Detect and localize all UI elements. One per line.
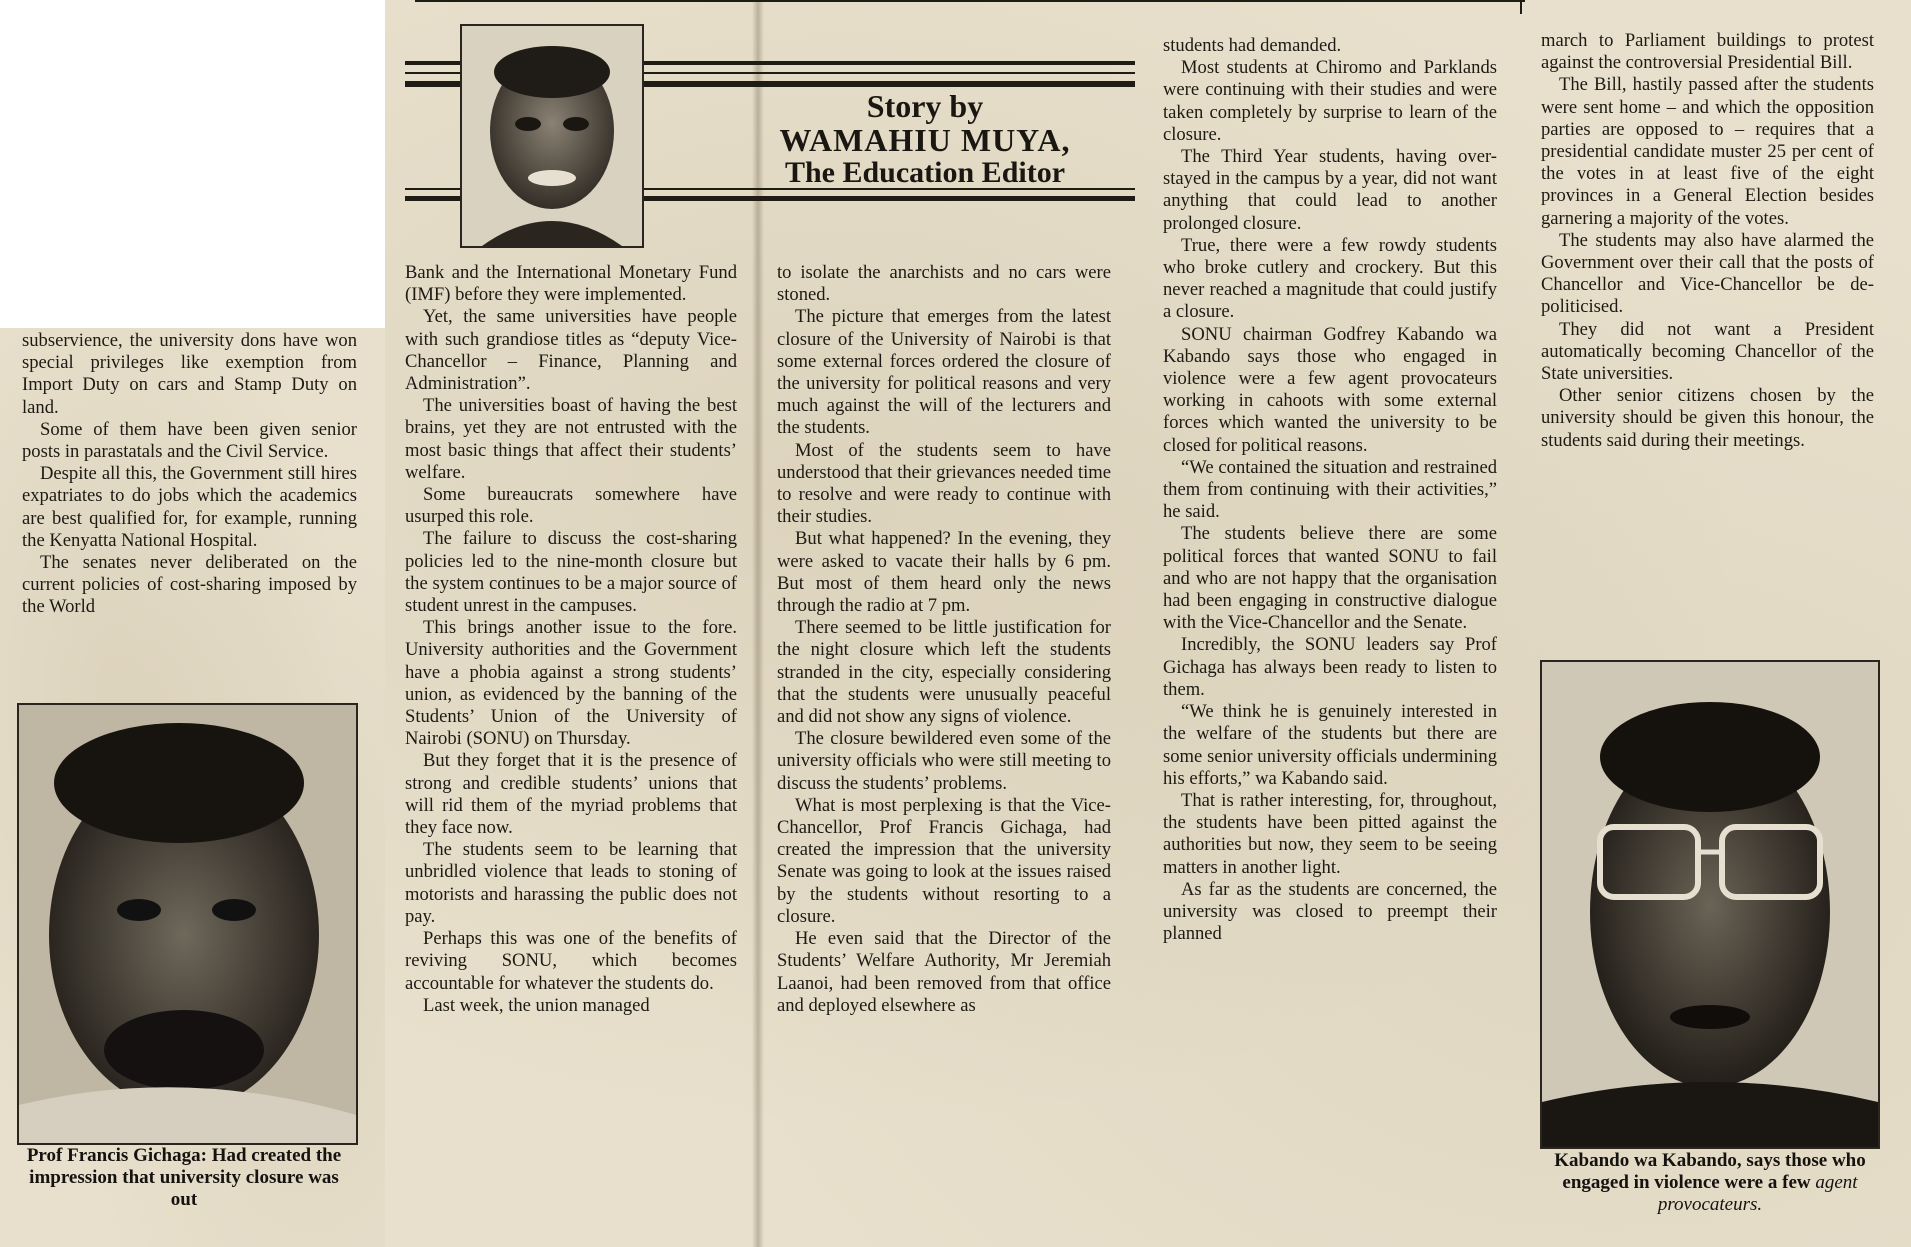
paragraph: Perhaps this was one of the benefits of reviving SONU, which becomes accountable for whatever the students do. (405, 928, 737, 994)
article-column-2 (405, 262, 737, 1222)
gichaga-portrait-image (19, 705, 356, 1143)
paragraph: students had demanded. (1163, 35, 1342, 56)
paragraph: But they forget that it is the presence of strong and credible students’ unions that will rid them of the myriad problems that they face now. (405, 750, 737, 839)
paragraph: Most students at Chiromo and Parklands were continuing with their studies and were taken completely by surprise to learn of the closure. (1163, 57, 1497, 145)
kabando-caption-text: Kabando wa Kabando, says those who engaged in violence were a few (1554, 1150, 1866, 1193)
paragraph: The Third Year students, having over-stayed in the campus by a year, did not want anything that could lead to another prolonged closure. (1163, 146, 1497, 234)
paragraph: This brings another issue to the fore. University authorities and the Government have a phobia against a strong students’ union, as evidenced by the banning of the Students’ Union of the University of Nairobi (SONU) on Thursday. (405, 617, 737, 750)
kabando-portrait-image (1542, 662, 1878, 1147)
top-border-stub (1520, 0, 1522, 14)
top-border (415, 0, 1525, 2)
paragraph: Bank and the International Monetary Fund (IMF) before they were implemented. (405, 262, 737, 306)
paragraph: Most of the students seem to have understood that their grievances needed time to resolve and were ready to continue with their studies. (777, 439, 1111, 528)
article-column-3 (777, 262, 1111, 1222)
paragraph: There seemed to be little justification for the night closure which left the students stranded in the city, especially considering that the students were unusually peaceful and did not show any signs of violence. (777, 617, 1111, 728)
paragraph: The Bill, hastily passed after the students were sent home – and which the opposition parties are opposed to – requires that a presidential candidate muster 25 per cent of the votes in at least five of the eight provinces in a General Election besides garnering a majority of the votes. (1541, 74, 1874, 229)
paragraph: subservience, the university dons have won special privileges like exemption from Import Duty on cars and Stamp Duty on land. (22, 330, 357, 418)
paragraph: “We think he is genuinely interested in the welfare of the students but there are some senior university officials undermining his efforts,” wa Kabando said. (1163, 701, 1497, 789)
article-column-5 (1541, 30, 1874, 590)
paragraph: Yet, the same universities have people with such grandiose titles as “deputy Vice-Chancellor – Finance, Planning and Administration”. (405, 306, 737, 395)
paragraph: Last week, the union managed (423, 994, 650, 1016)
paragraph: “We contained the situation and restrained them from continuing with their activities,” he said. (1163, 456, 1497, 523)
paragraph: The students believe there are some political forces that wanted SONU to fail and who are not happy that the organisation had been engaging in constructive dialogue with the Vice-Chancellor and the Senate. (1163, 523, 1497, 634)
paragraph: They did not want a President automatically becoming Chancellor of the State universities. (1541, 318, 1874, 385)
byline-story-by: Story by (866, 88, 984, 124)
kabando-caption (1540, 1150, 1880, 1216)
paragraph: Incredibly, the SONU leaders say Prof Gichaga has always been ready to listen to them. (1163, 634, 1497, 700)
gichaga-caption: Prof Francis Gichaga: Had created the impression that university closure was out (26, 1145, 342, 1210)
paragraph: As far as the students are concerned, the university was closed to preempt their planned (1163, 878, 1497, 945)
paragraph: Other senior citizens chosen by the university should be given this honour, the students said during their meetings. (1541, 385, 1874, 451)
paragraph: But what happened? In the evening, they were asked to vacate their halls by 6 pm. But most of them heard only the news through the radio at 7 pm. (777, 528, 1111, 617)
author-photo (460, 24, 644, 248)
article-column-4 (1163, 35, 1497, 1215)
paragraph: True, there were a few rowdy students who broke cutlery and crockery. But this never reached a magnitude that could justify a closure. (1163, 234, 1497, 323)
paragraph: SONU chairman Godfrey Kabando wa Kabando says those who engaged in violence were a few agent provocateurs working in cahoots with some external forces which wanted the university to be closed for political reasons. (1163, 323, 1497, 456)
gichaga-photo (17, 703, 358, 1145)
paragraph: The senates never deliberated on the current policies of cost-sharing imposed by the World (22, 552, 357, 618)
byline-author: WAMAHIU MUYA, (779, 121, 1071, 158)
paragraph: That is rather interesting, for, throughout, the students have been pitted against the authorities but now, they seem to be seeing matters in another light. (1163, 789, 1497, 878)
author-portrait-image (462, 26, 642, 246)
kabando-photo (1540, 660, 1880, 1149)
paragraph: He even said that the Director of the Students’ Welfare Authority, Mr Jeremiah Laanoi, had been removed from that office and deployed elsewhere as (777, 928, 1111, 1016)
paragraph: The universities boast of having the best brains, yet they are not entrusted with the most basic things that affect their students’ welfare. (405, 395, 737, 483)
paragraph: The students may also have alarmed the Government over their call that the posts of Chancellor and Vice-Chancellor be de-politicised. (1541, 229, 1874, 318)
paragraph: Some of them have been given senior posts in parastatals and the Civil Service. (22, 418, 357, 463)
paragraph: The picture that emerges from the latest closure of the University of Nairobi is that some external forces ordered the closure of the university for political reasons and very much against the will of the lecturers and the students. (777, 306, 1111, 439)
paragraph: to isolate the anarchists and no cars were stoned. (777, 262, 1111, 306)
paragraph: The students seem to be learning that unbridled violence that leads to stoning of motorists and harassing the public does not pay. (405, 839, 737, 927)
article-column-1 (22, 330, 357, 696)
paragraph: What is most perplexing is that the Vice-Chancellor, Prof Francis Gichaga, had created the impression that the university Senate was going to look at the issues raised by the students without resorting to a closure. (777, 794, 1111, 927)
kabando-caption-italic: agent provocateurs. (1657, 1172, 1858, 1215)
paragraph: The failure to discuss the cost-sharing policies led to the nine-month closure but the system continues to be a major source of student unrest in the campuses. (405, 528, 737, 617)
paragraph: Some bureaucrats somewhere have usurped this role. (405, 484, 737, 528)
paragraph: The closure bewildered even some of the university officials who were still meeting to discuss the students’ problems. (777, 728, 1111, 794)
paragraph: Despite all this, the Government still hires expatriates to do jobs which the academics are best qualified for, for example, running the Kenyatta National Hospital. (22, 463, 357, 551)
story-byline (715, 90, 1135, 189)
paragraph: march to Parliament buildings to protest against the controversial Presidential Bill. (1541, 30, 1874, 74)
byline-role: The Education Editor (784, 156, 1066, 190)
